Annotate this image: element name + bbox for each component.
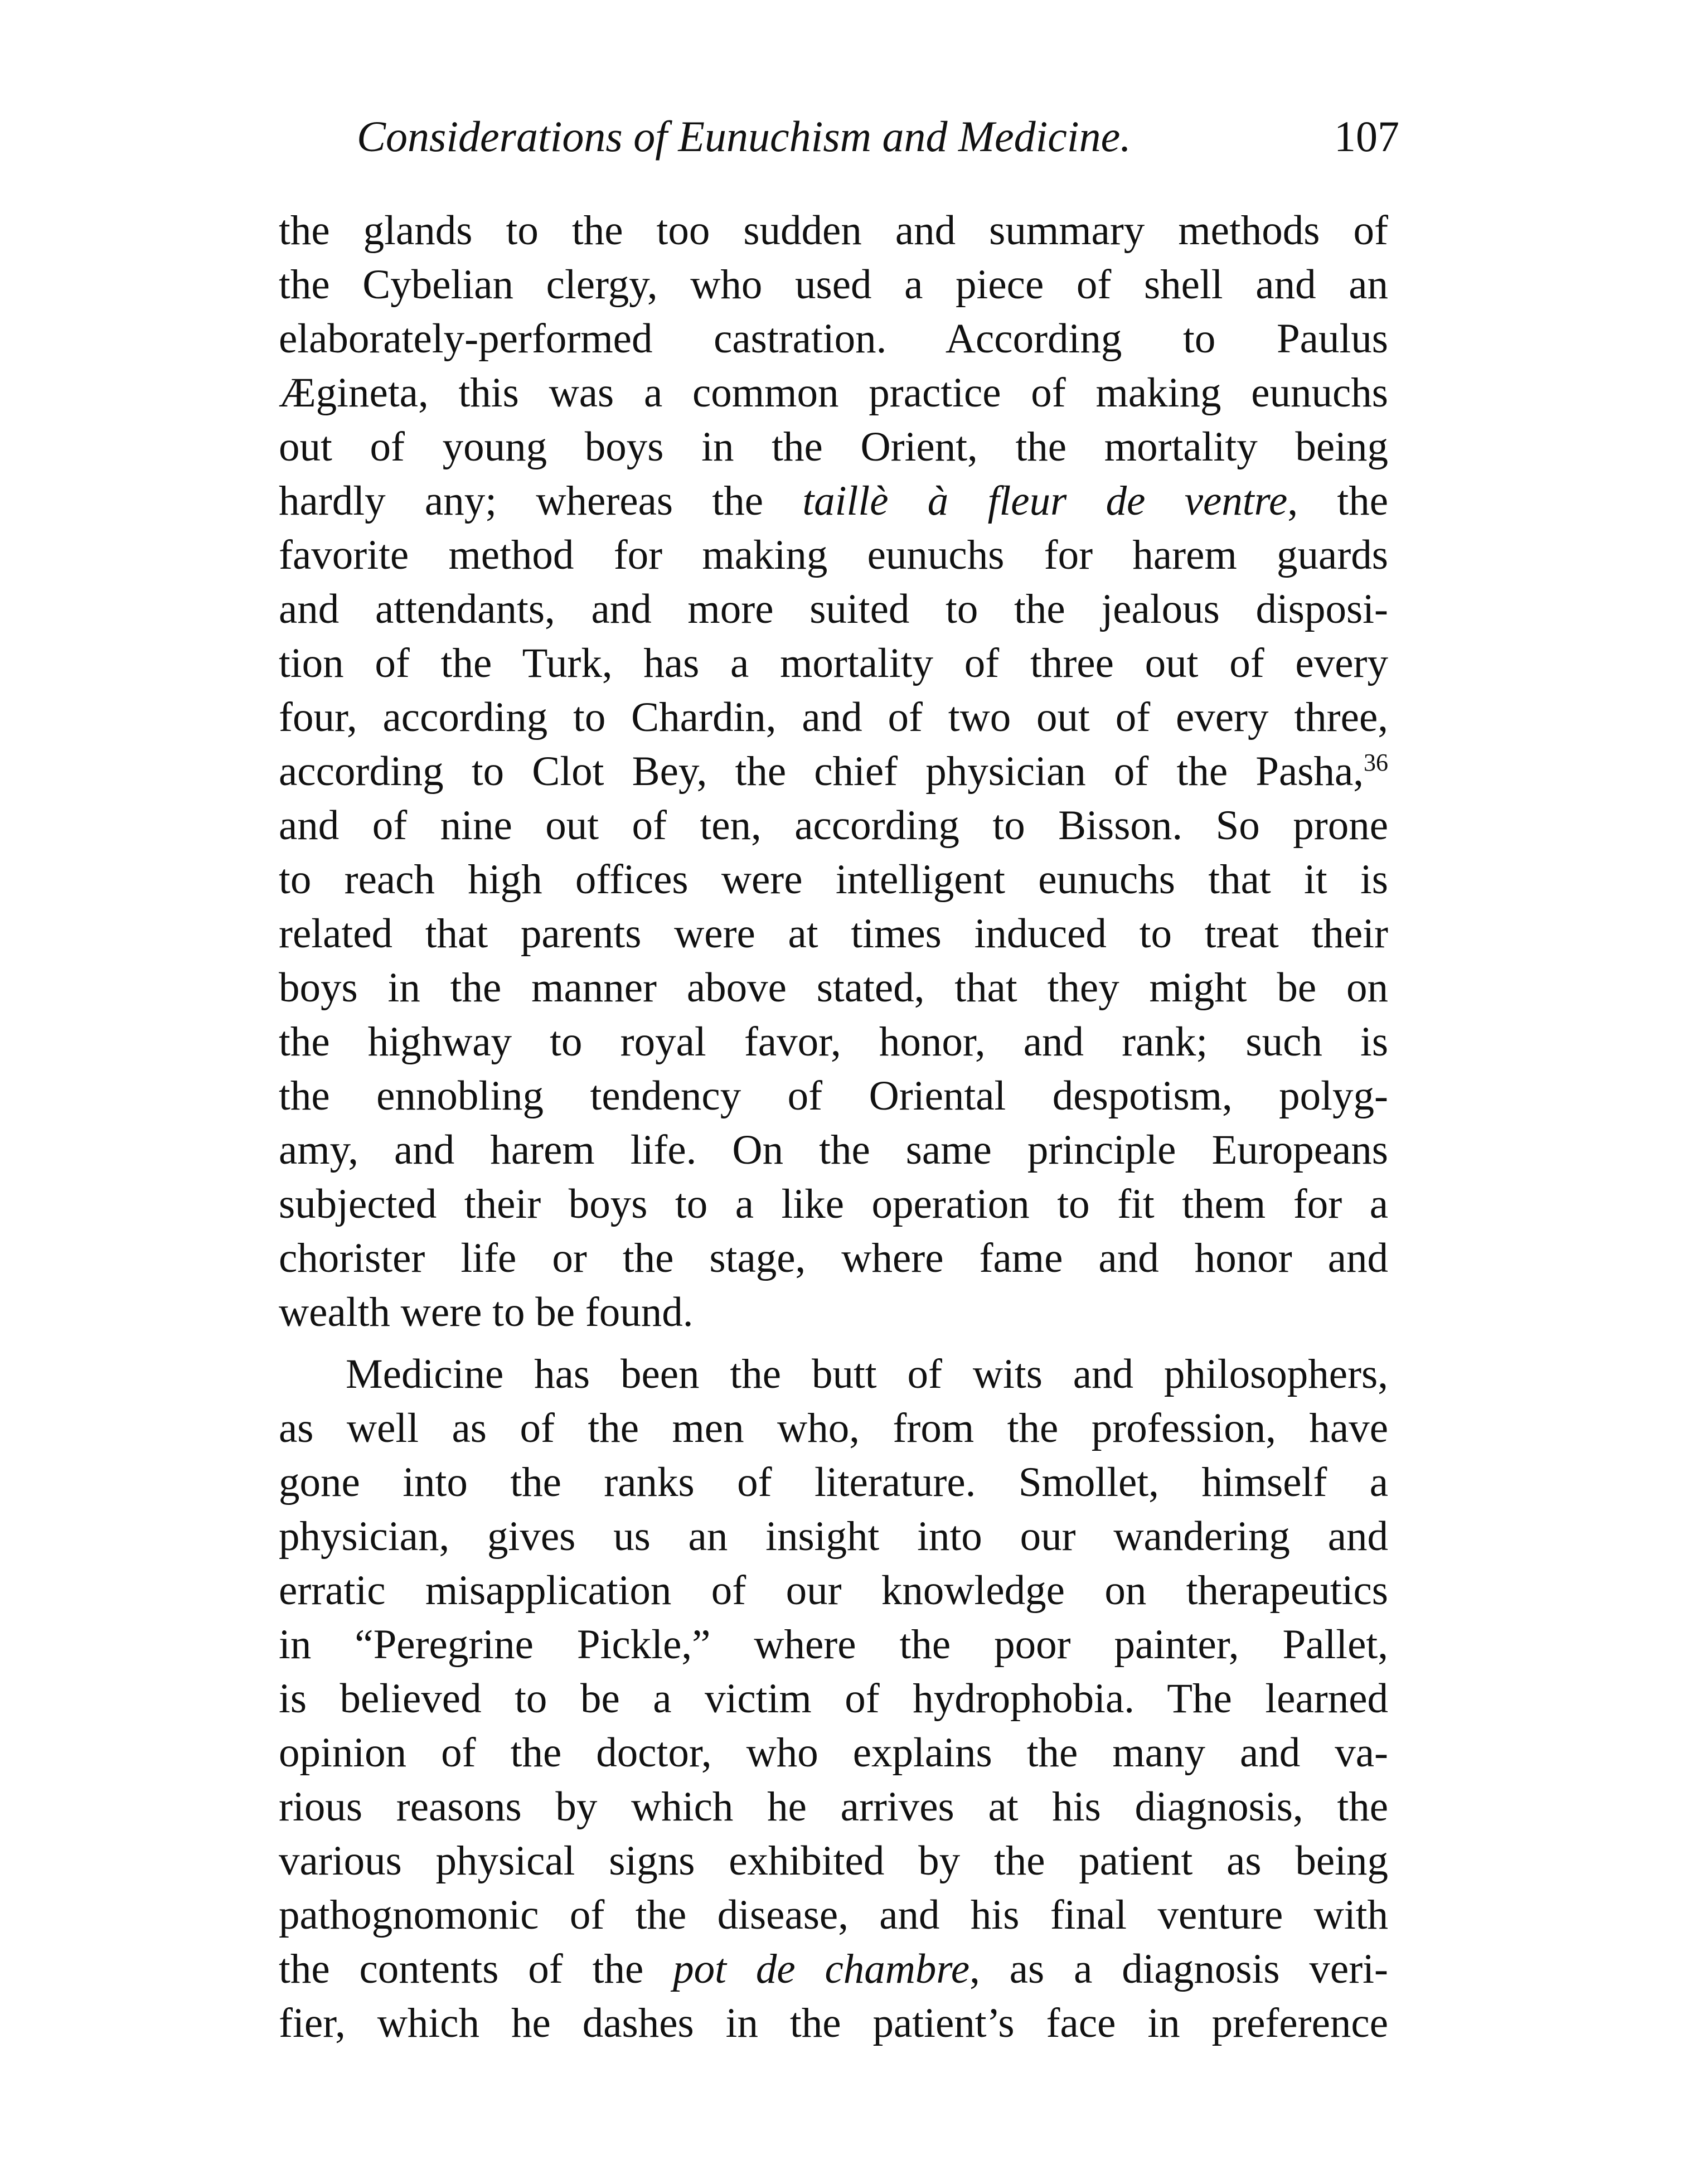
- text-line: the highway to royal favor, honor, and rank; such is: [279, 1019, 1388, 1065]
- text-line: subjected their boys to a like operation to fit them for a: [279, 1181, 1388, 1227]
- text-line: tion of the Turk, has a mortality of three out of every: [279, 640, 1388, 686]
- text-segment: , the: [1287, 478, 1389, 524]
- text-line: various physical signs exhibited by the patient as being: [279, 1838, 1388, 1884]
- text-line: physician, gives us an insight into our wandering and: [279, 1513, 1388, 1560]
- text-line: Medicine has been the butt of wits and philosophers,: [346, 1351, 1388, 1397]
- text-line: boys in the manner above stated, that they might be on: [279, 965, 1388, 1011]
- text-segment: , as a diagnosis veri-: [969, 1946, 1388, 1992]
- text-line: in “Peregrine Pickle,” where the poor painter, Pallet,: [279, 1621, 1388, 1668]
- text-line: fier, which he dashes in the patient’s face in preference: [279, 2000, 1388, 2046]
- text-line: and attendants, and more suited to the jealous disposi-: [279, 586, 1388, 632]
- text-line: gone into the ranks of literature. Smollet, himself a: [279, 1459, 1388, 1505]
- text-segment: according to Clot Bey, the chief physician of the Pasha,: [279, 748, 1364, 795]
- running-title: Considerations of Eunuchism and Medicine.: [357, 112, 1131, 161]
- text-line: out of young boys in the Orient, the mortality being: [279, 424, 1388, 470]
- text-line: [279, 744, 1388, 798]
- paragraph-2: [279, 1347, 1388, 2050]
- text-line: [279, 1942, 1388, 1996]
- italic-phrase: taillè à fleur de ventre: [802, 478, 1288, 524]
- page-number: 107: [1334, 112, 1399, 161]
- body-text: [279, 204, 1388, 2050]
- text-segment: hardly any; whereas the: [279, 478, 764, 524]
- text-line: the Cybelian clergy, who used a piece of shell and an: [279, 262, 1388, 308]
- text-segment: the contents of the: [279, 1946, 644, 1992]
- text-line: as well as of the men who, from the profession, have: [279, 1405, 1388, 1451]
- italic-phrase: pot de chambre: [673, 1946, 970, 1992]
- paragraph-gap: [279, 1339, 1388, 1347]
- paragraph-1: [279, 204, 1388, 1339]
- text-line: pathognomonic of the disease, and his final venture with: [279, 1892, 1388, 1938]
- text-line: the ennobling tendency of Oriental despotism, polyg-: [279, 1073, 1388, 1119]
- text-line: is believed to be a victim of hydrophobia. The learned: [279, 1675, 1388, 1722]
- text-line: chorister life or the stage, where fame and honor and: [279, 1235, 1388, 1281]
- text-line: favorite method for making eunuchs for harem guards: [279, 532, 1388, 578]
- page-header: [357, 109, 1399, 164]
- text-line: wealth were to be found.: [279, 1289, 694, 1335]
- text-line: erratic misapplication of our knowledge on therapeutics: [279, 1567, 1388, 1614]
- text-line: to reach high offices were intelligent eunuchs that it is: [279, 856, 1388, 903]
- text-line: amy, and harem life. On the same principle Europeans: [279, 1127, 1388, 1173]
- text-line: opinion of the doctor, who explains the many and va-: [279, 1730, 1388, 1776]
- text-line: rious reasons by which he arrives at his diagnosis, the: [279, 1784, 1388, 1830]
- footnote-marker: 36: [1364, 749, 1388, 776]
- text-line: and of nine out of ten, according to Bisson. So prone: [279, 802, 1388, 849]
- text-line: Ægineta, this was a common practice of making eunuchs: [279, 370, 1388, 416]
- text-line: elaborately-performed castration. According to Paulus: [279, 316, 1388, 362]
- text-line: [279, 474, 1388, 528]
- text-line: related that parents were at times induced to treat their: [279, 911, 1388, 957]
- text-line: four, according to Chardin, and of two out of every three,: [279, 694, 1388, 740]
- text-line: the glands to the too sudden and summary methods of: [279, 207, 1388, 254]
